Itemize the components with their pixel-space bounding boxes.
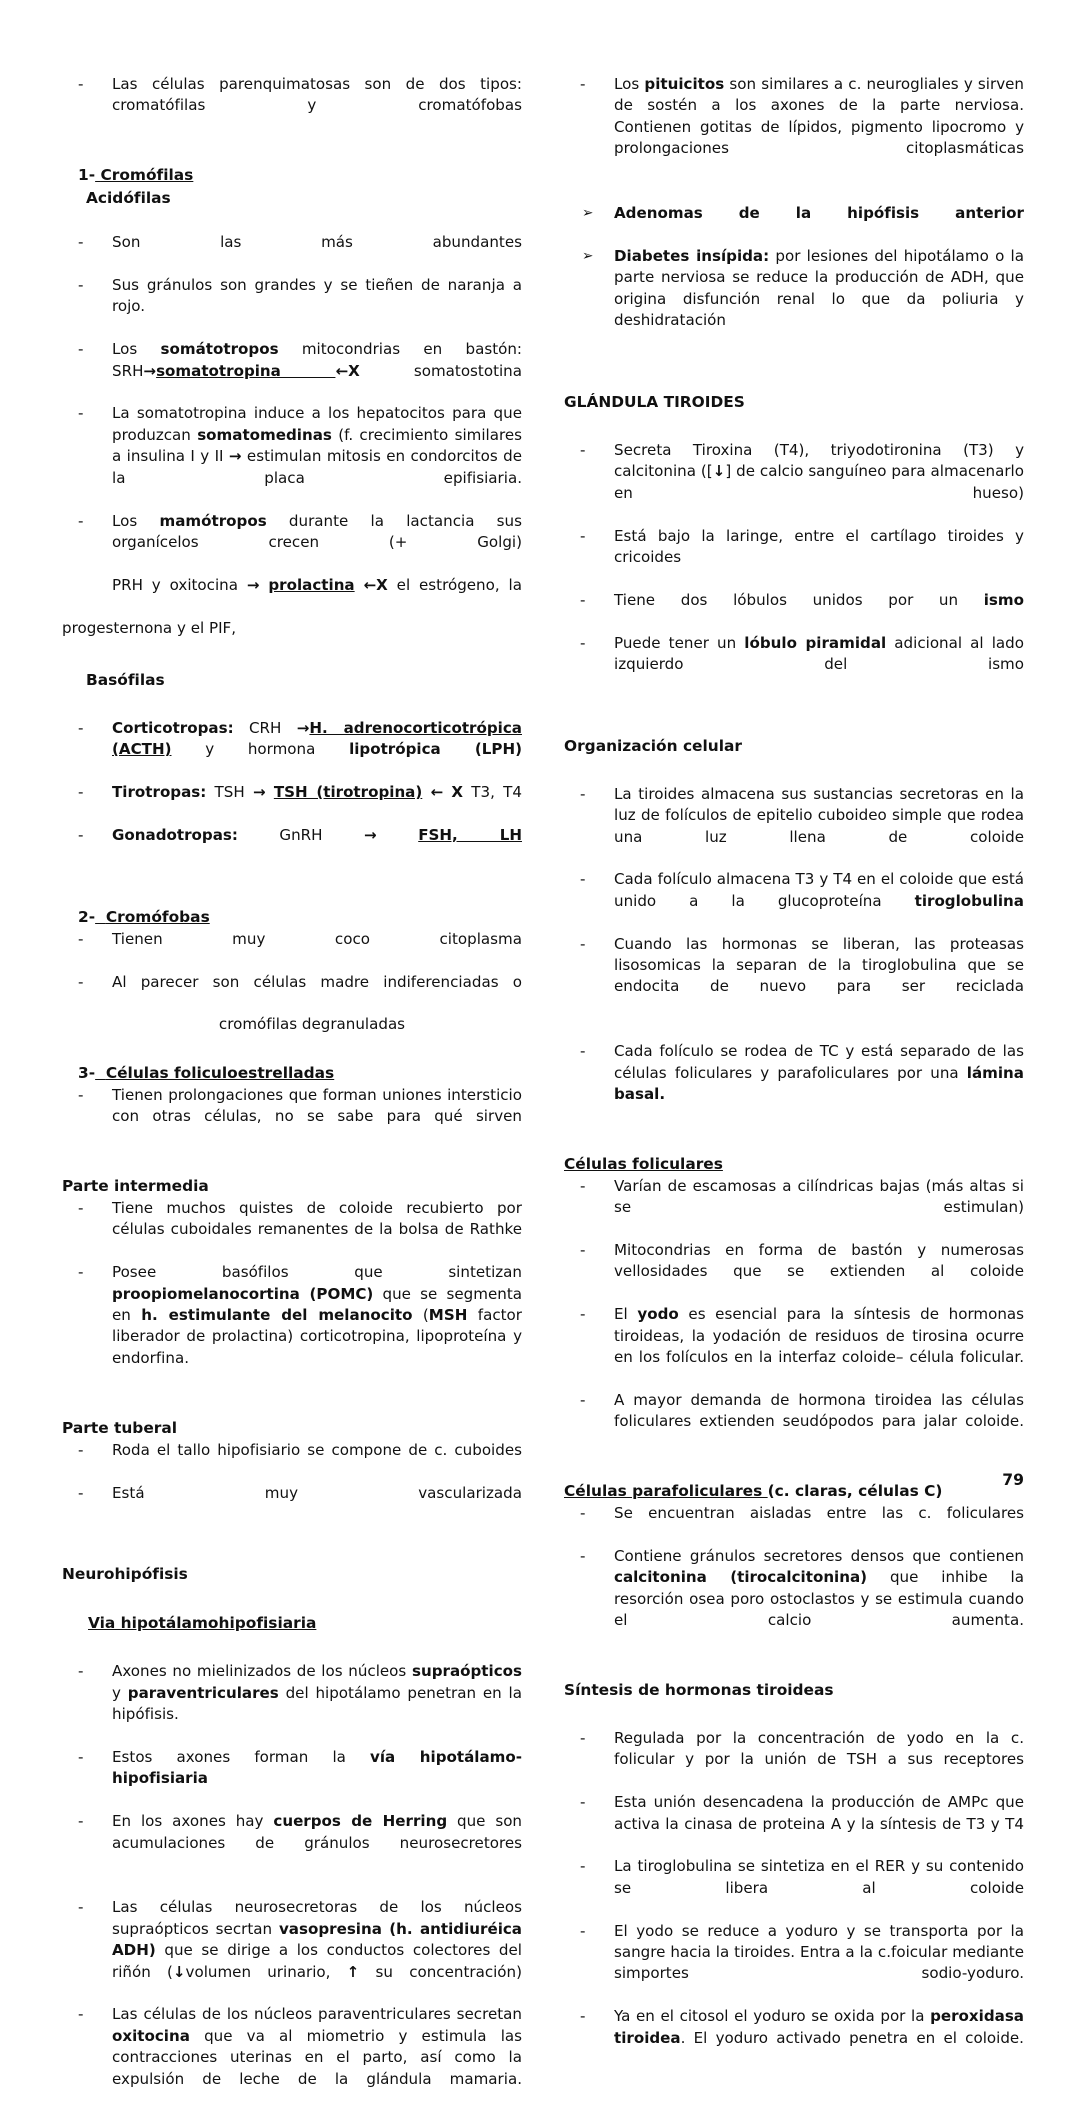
text-fragment: adicional al lado izquierdo del ismo bbox=[614, 633, 1024, 673]
heading-celulas-parafoliculares: Células parafoliculares (c. claras, células C) bbox=[564, 1482, 943, 1501]
term-gonadotropas: Gonadotropas: bbox=[112, 825, 238, 844]
text-fragment: Estos axones forman la bbox=[112, 1747, 371, 1766]
text-fragment: Ya en el citosol el yoduro se oxida por la bbox=[614, 2007, 931, 2026]
dash-bullet-icon: - bbox=[580, 75, 586, 93]
text-fragment: CRH bbox=[233, 718, 297, 737]
list-item-adenomas bbox=[564, 203, 1024, 246]
two-column-body bbox=[62, 74, 1024, 2111]
list-item bbox=[62, 1440, 522, 1483]
dash-bullet-icon: - bbox=[78, 1199, 84, 1218]
list-item-pituicitos bbox=[564, 74, 1024, 181]
arrow-up-icon: ↑ bbox=[346, 1962, 360, 1981]
page-number: 79 bbox=[1002, 1471, 1024, 1489]
text-fragment: son similares a c. neurogliales y sirven de sostén a los axones de la parte nerviosa. Contienen gotitas de lípidos, pigmento lipocromo y prolongaciones citoplasmáticas bbox=[614, 75, 1024, 158]
list-item-lamina-basal bbox=[564, 1041, 1024, 1127]
text-fragment: ( bbox=[412, 1306, 429, 1325]
text-fragment: que se dirige a los conductos colectores del riñón ( bbox=[112, 1941, 522, 1981]
text-fragment: PRH y oxitocina bbox=[112, 575, 247, 594]
dash-bullet-icon: - bbox=[78, 1812, 84, 1831]
dash-bullet-icon: - bbox=[580, 633, 586, 652]
dash-bullet-icon: - bbox=[78, 972, 84, 991]
list-item bbox=[564, 1176, 1024, 1240]
list-item bbox=[564, 1921, 1024, 2007]
list-item-continuation: cromófilas degranuladas bbox=[218, 1015, 406, 1034]
term-peroxidasa-tiroidea: peroxidasa tiroidea bbox=[614, 2007, 1024, 2047]
list-item bbox=[564, 934, 1024, 1020]
term-lamina-basal: lámina basal. bbox=[614, 1063, 1024, 1104]
text-fragment: La somatotropina induce a los hepatocitos para que produzcan bbox=[112, 404, 522, 444]
text-fragment: T3, T4 bbox=[463, 783, 522, 802]
dash-bullet-icon: - bbox=[580, 440, 586, 459]
list-item-text: Tiene muchos quistes de coloide recubierto por células cuboidales remanentes de la bolsa de Rathke bbox=[112, 1199, 522, 1239]
list-item-text: Está bajo la laringe, entre el cartílago tiroides y cricoides bbox=[614, 526, 1024, 566]
text-fragment: Cada folículo almacena T3 y T4 en el coloide que está unido a la glucoproteína bbox=[614, 870, 1024, 910]
arrow-bullet-icon: ➢ bbox=[582, 205, 594, 222]
term-tirotropas: Tirotropas: bbox=[112, 783, 207, 802]
inhibition-x: X bbox=[348, 361, 360, 380]
list-item bbox=[564, 1240, 1024, 1304]
dash-bullet-icon: - bbox=[78, 511, 84, 530]
text-fragment: que va al miometrio y estimula las contracciones uterinas en el parto, así como la expulsión de leche de la glándula mamaria. bbox=[112, 2026, 522, 2088]
arrow-right-icon: → bbox=[364, 825, 377, 844]
dash-bullet-icon: - bbox=[580, 1857, 586, 1876]
dash-bullet-icon: - bbox=[580, 1390, 586, 1409]
list-item bbox=[564, 526, 1024, 590]
term-paraventriculares: paraventriculares bbox=[127, 1683, 279, 1702]
text-fragment: (f. crecimiento similares a insulina I y II bbox=[112, 425, 522, 466]
list-item bbox=[564, 1728, 1024, 1792]
heading-foliculoestrelladas bbox=[62, 1062, 522, 1085]
text-fragment: que se segmenta en bbox=[112, 1284, 522, 1325]
list-item-herring bbox=[62, 1811, 522, 1875]
arrow-down-icon: ↓ bbox=[172, 1962, 186, 1981]
text-fragment: su concentración) bbox=[359, 1962, 522, 1981]
heading-suffix: (c. claras, células C) bbox=[767, 1482, 943, 1501]
list-item-tiroglobulina bbox=[564, 869, 1024, 933]
heading-sintesis-hormonas: Síntesis de hormonas tiroideas bbox=[564, 1680, 834, 1699]
term-acth: H. adrenocorticotrópica (ACTH) bbox=[112, 718, 522, 759]
heading-glandula-tiroides: GLÁNDULA TIROIDES bbox=[564, 392, 745, 411]
text-fragment: mitocondrias en bastón: SRH bbox=[112, 340, 522, 380]
term-vasopresina: vasopresina (h. antidiuréica ADH) bbox=[112, 1919, 522, 1960]
list-item-diabetes bbox=[564, 246, 1024, 353]
text-fragment: En los axones hay bbox=[112, 1812, 274, 1831]
term-prolactina: prolactina bbox=[268, 575, 355, 594]
text-fragment: GnRH bbox=[237, 825, 365, 844]
heading-acidofilas: Acidófilas bbox=[86, 189, 171, 208]
heading-via-hipotalamohipofisiaria: Via hipotálamohipofisiaria bbox=[88, 1614, 317, 1633]
text-fragment: estimulan mitosis en condorcitos de la placa epifisiaria. bbox=[112, 447, 522, 487]
list-item-somatotropos bbox=[62, 339, 522, 403]
term-lph: lipotrópica (LPH) bbox=[349, 740, 523, 759]
text-fragment: ] de calcio sanguíneo para almacenarlo en hueso) bbox=[614, 462, 1024, 502]
list-item bbox=[62, 929, 522, 972]
heading-parte-tuberal: Parte tuberal bbox=[62, 1418, 178, 1437]
list-item-text: Está muy vascularizada bbox=[112, 1483, 522, 1502]
list-item bbox=[564, 1503, 1024, 1546]
list-item-text: La tiroglobulina se sintetiza en el RER y su contenido se libera al coloide bbox=[614, 1857, 1024, 1897]
text-fragment: El bbox=[614, 1305, 638, 1324]
arrow-right-icon: → bbox=[246, 575, 260, 594]
arrow-down-icon: ↓ bbox=[712, 462, 726, 481]
list-item-secreta bbox=[564, 440, 1024, 526]
heading-number: 3- bbox=[78, 1063, 96, 1082]
list-item-text: Sus gránulos son grandes y se tieñen de naranja a rojo. bbox=[112, 276, 522, 316]
list-item-peroxidasa bbox=[564, 2006, 1024, 2070]
heading-number: 2- bbox=[78, 907, 96, 926]
term-corticotropas: Corticotropas: bbox=[112, 718, 234, 737]
dash-bullet-icon: - bbox=[580, 2007, 586, 2026]
dash-bullet-icon: - bbox=[78, 783, 84, 802]
text-fragment: Puede tener un bbox=[614, 633, 745, 652]
dash-bullet-icon: - bbox=[580, 1921, 586, 1940]
heading-cromofilas bbox=[62, 164, 522, 187]
list-item-text: Al parecer son células madre indiferenciadas o bbox=[112, 972, 522, 991]
text-fragment: Axones no mielinizados de los núcleos bbox=[112, 1662, 412, 1681]
list-item-text: Roda el tallo hipofisiario se compone de c. cuboides bbox=[112, 1440, 522, 1459]
dash-bullet-icon: - bbox=[580, 1546, 586, 1565]
dash-bullet-icon: - bbox=[78, 276, 84, 295]
list-item bbox=[564, 1390, 1024, 1454]
list-item bbox=[62, 275, 522, 339]
heading-cromofobas bbox=[62, 906, 522, 929]
term-lobulo-piramidal: lóbulo piramidal bbox=[744, 633, 887, 652]
list-item-text: Tienen prolongaciones que forman uniones intersticio con otras células, no se sabe para qué sirven bbox=[112, 1085, 522, 1126]
list-item-text: A mayor demanda de hormona tiroidea las células foliculares extienden seudópodos para jalar coloide. bbox=[614, 1390, 1024, 1431]
text-fragment: del hipotálamo penetran en la hipófisis. bbox=[112, 1683, 522, 1724]
term-msh-full: h. estimulante del melanocito bbox=[141, 1306, 413, 1325]
term-supraopticos: supraópticos bbox=[411, 1662, 522, 1681]
dash-bullet-icon: - bbox=[78, 340, 84, 359]
dash-bullet-icon: - bbox=[78, 718, 84, 737]
dash-bullet-icon: - bbox=[580, 1305, 586, 1324]
term-somatotropos: somátotropos bbox=[160, 340, 279, 359]
list-item-text: Tienen muy coco citoplasma bbox=[112, 929, 522, 948]
dash-bullet-icon: - bbox=[580, 1176, 586, 1195]
term-oxitocina: oxitocina bbox=[112, 2026, 190, 2045]
term-via-hipotalamo: vía hipotálamo- hipofisiaria bbox=[112, 1747, 523, 1788]
dash-bullet-icon: - bbox=[580, 934, 586, 953]
right-column bbox=[564, 74, 1024, 2111]
arrow-right-icon: → bbox=[143, 361, 157, 380]
dash-bullet-icon: - bbox=[580, 526, 586, 545]
list-item-tirotropas bbox=[62, 782, 522, 825]
text-fragment: Los bbox=[614, 75, 645, 93]
text-fragment: por lesiones del hipotálamo o la parte nerviosa se reduce la producción de ADH, que origina disfunción renal lo que da poliuria y deshidratación bbox=[614, 246, 1024, 330]
heading-celulas-foliculares: Células foliculares bbox=[564, 1154, 723, 1173]
text-fragment: Los bbox=[112, 511, 160, 530]
list-item-calcitonina bbox=[564, 1546, 1024, 1653]
list-item-oxitocina bbox=[62, 2004, 522, 2111]
term-msh: MSH bbox=[428, 1306, 468, 1325]
text-fragment: Las células neurosecretoras de los núcleos supraópticos secrtan bbox=[112, 1898, 522, 1938]
dash-bullet-icon: - bbox=[580, 1042, 586, 1061]
dash-bullet-icon: - bbox=[78, 404, 84, 423]
dash-bullet-icon: - bbox=[580, 870, 586, 889]
arrow-left-icon: ← bbox=[363, 575, 377, 594]
list-item-piramidal bbox=[564, 633, 1024, 697]
inhibition-x: X bbox=[376, 575, 388, 594]
inhibition-x: X bbox=[451, 783, 464, 802]
heading-text: Cromófilas bbox=[100, 166, 194, 185]
paragraph-prh-continuation: progesternona y el PIF, bbox=[62, 618, 237, 637]
left-column bbox=[62, 74, 522, 2111]
text-fragment: TSH bbox=[206, 783, 253, 802]
term-adenomas: Adenomas de la hipófisis anterior bbox=[614, 204, 1024, 223]
dash-bullet-icon: - bbox=[580, 590, 586, 609]
dash-bullet-icon: - bbox=[78, 2005, 84, 2024]
dash-bullet-icon: - bbox=[78, 1483, 84, 1502]
heading-text: Cromófobas bbox=[105, 907, 210, 926]
text-fragment: volumen urinario, bbox=[185, 1962, 347, 1981]
term-diabetes-insipida: Diabetes insípida: bbox=[614, 246, 770, 265]
term-somatotropina: somatotropina bbox=[156, 361, 336, 380]
term-cuerpos-herring: cuerpos de Herring bbox=[273, 1812, 448, 1831]
text-fragment: Tiene dos lóbulos unidos por un bbox=[614, 590, 984, 609]
term-calcitonina: calcitonina (tirocalcitonina) bbox=[614, 1568, 868, 1587]
term-fsh-lh: FSH, LH bbox=[418, 825, 522, 844]
text-fragment: es esencial para la síntesis de hormonas tiroideas, la yodación de residuos de tirosina ocurre en los folículos en la interfaz coloide– célula folicular. bbox=[614, 1305, 1025, 1367]
text-fragment: Secreta Tiroxina (T4), triyodotironina (T3) y calcitonina ([ bbox=[614, 440, 1024, 481]
text-fragment: y bbox=[112, 1683, 128, 1702]
arrow-right-icon: → bbox=[228, 447, 242, 466]
arrow-right-icon: → bbox=[296, 718, 310, 737]
text-fragment: que son acumulaciones de gránulos neurosecretores bbox=[112, 1812, 522, 1852]
list-item-text: Se encuentran aisladas entre las c. foliculares bbox=[614, 1504, 1024, 1523]
text-fragment: Las células de los núcleos paraventriculares secretan bbox=[112, 2005, 522, 2024]
list-item bbox=[564, 1792, 1024, 1856]
text-fragment: Cada folículo se rodea de TC y está separado de las células foliculares y parafoliculares por una bbox=[614, 1042, 1024, 1082]
dash-bullet-icon: - bbox=[78, 1440, 84, 1459]
term-mamotropos: mamótropos bbox=[159, 511, 267, 530]
heading-number: 1- bbox=[78, 166, 96, 185]
heading-neurohipofisis: Neurohipófisis bbox=[62, 1565, 188, 1584]
list-item-vasopresina bbox=[62, 1897, 522, 2004]
list-item bbox=[62, 1198, 522, 1262]
text-fragment: el estrógeno, la bbox=[387, 575, 522, 594]
dash-bullet-icon: - bbox=[78, 233, 84, 252]
term-yodo: yodo bbox=[637, 1305, 679, 1324]
list-item-text: Cuando las hormonas se liberan, las proteasas lisosomicas la separan de la tiroglobulina que se endocita de nuevo para ser reciclada bbox=[614, 934, 1024, 996]
list-item-text: La tiroides almacena sus sustancias secretoras en la luz de folículos de epitelio cuboideo simple que rodea una luz llena de coloide bbox=[614, 784, 1024, 846]
list-item-mamotropos bbox=[62, 511, 522, 575]
text-fragment: Los bbox=[112, 340, 161, 359]
list-item-gonadotropas bbox=[62, 825, 522, 868]
list-item-text: Varían de escamosas a cilíndricas bajas (más altas si se estimulan) bbox=[614, 1176, 1024, 1217]
arrow-left-icon: ← bbox=[430, 783, 444, 802]
list-item-somatomedinas bbox=[62, 403, 522, 510]
dash-bullet-icon: - bbox=[78, 75, 84, 93]
list-item-text: Regulada por la concentración de yodo en la c. folicular y por la unión de TSH a sus receptores bbox=[614, 1728, 1024, 1769]
list-item bbox=[62, 1085, 522, 1149]
list-item-ismo bbox=[564, 590, 1024, 633]
arrow-bullet-icon: ➢ bbox=[582, 247, 594, 264]
list-item-via-axones bbox=[62, 1747, 522, 1811]
text-fragment: que inhibe la resorción osea poro ostoclastos y se estimula cuando el calcio aumenta. bbox=[614, 1568, 1024, 1630]
dash-bullet-icon: - bbox=[78, 1747, 84, 1766]
term-ismo: ismo bbox=[983, 590, 1024, 609]
dash-bullet-icon: - bbox=[78, 929, 84, 948]
term-tiroglobulina: tiroglobulina bbox=[914, 891, 1024, 910]
term-tsh: TSH (tirotropina) bbox=[273, 783, 423, 802]
list-item bbox=[564, 784, 1024, 870]
dash-bullet-icon: - bbox=[580, 784, 586, 803]
text-fragment: y hormona bbox=[171, 740, 350, 759]
list-item-text: El yodo se reduce a yoduro y se transporta por la sangre hacia la tiroides. Entra a la c.foicular mediante simportes sodio-yoduro. bbox=[614, 1921, 1024, 1983]
term-pituicitos: pituicitos bbox=[644, 75, 725, 93]
list-item-yodo bbox=[564, 1304, 1024, 1390]
heading-parte-intermedia: Parte intermedia bbox=[62, 1177, 209, 1196]
heading-organizacion-celular: Organización celular bbox=[564, 736, 742, 755]
list-item bbox=[62, 232, 522, 275]
dash-bullet-icon: - bbox=[78, 825, 84, 844]
heading-text: Células foliculoestrelladas bbox=[105, 1063, 335, 1082]
text-fragment: somatostotina bbox=[359, 361, 522, 380]
text-fragment: factor liberador de prolactina) corticotropina, lipoproteína y endorfina. bbox=[112, 1306, 522, 1367]
heading-basofilas: Basófilas bbox=[86, 670, 165, 689]
dash-bullet-icon: - bbox=[580, 1793, 586, 1812]
list-item-pomc bbox=[62, 1262, 522, 1390]
dash-bullet-icon: - bbox=[78, 1085, 84, 1104]
text-fragment: . El yoduro activado penetra en el coloide. bbox=[680, 2028, 1024, 2047]
text-fragment: Posee basófilos que sintetizan bbox=[112, 1263, 522, 1282]
list-item-text: Las células parenquimatosas son de dos tipos: cromatófilas y cromatófobas bbox=[112, 75, 522, 115]
dash-bullet-icon: - bbox=[78, 1898, 84, 1917]
arrow-right-icon: → bbox=[252, 783, 266, 802]
text-fragment: Contiene gránulos secretores densos que contienen bbox=[614, 1546, 1024, 1565]
text-fragment: durante la lactancia sus organícelos crecen (+ Golgi) bbox=[112, 511, 522, 551]
list-item-axones bbox=[62, 1661, 522, 1747]
dash-bullet-icon: - bbox=[78, 1662, 84, 1681]
arrow-left-icon: ← bbox=[335, 361, 349, 380]
list-item-text: Mitocondrias en forma de bastón y numerosas vellosidades que se extienden al coloide bbox=[614, 1241, 1024, 1281]
list-item bbox=[62, 972, 522, 1015]
dash-bullet-icon: - bbox=[78, 1263, 84, 1282]
dash-bullet-icon: - bbox=[580, 1504, 586, 1523]
list-item bbox=[62, 1483, 522, 1526]
list-item-text: Son las más abundantes bbox=[112, 233, 522, 252]
list-item-corticotropas bbox=[62, 718, 522, 782]
list-item bbox=[564, 1856, 1024, 1920]
term-pomc: proopiomelanocortina (POMC) bbox=[112, 1284, 374, 1303]
list-item-text: Esta unión desencadena la producción de AMPc que activa la cinasa de proteina A y la síntesis de T3 y T4 bbox=[614, 1793, 1024, 1833]
term-somatomedinas: somatomedinas bbox=[197, 425, 332, 444]
paragraph-prh bbox=[62, 575, 522, 618]
dash-bullet-icon: - bbox=[580, 1241, 586, 1260]
list-item bbox=[62, 74, 522, 138]
dash-bullet-icon: - bbox=[580, 1728, 586, 1747]
